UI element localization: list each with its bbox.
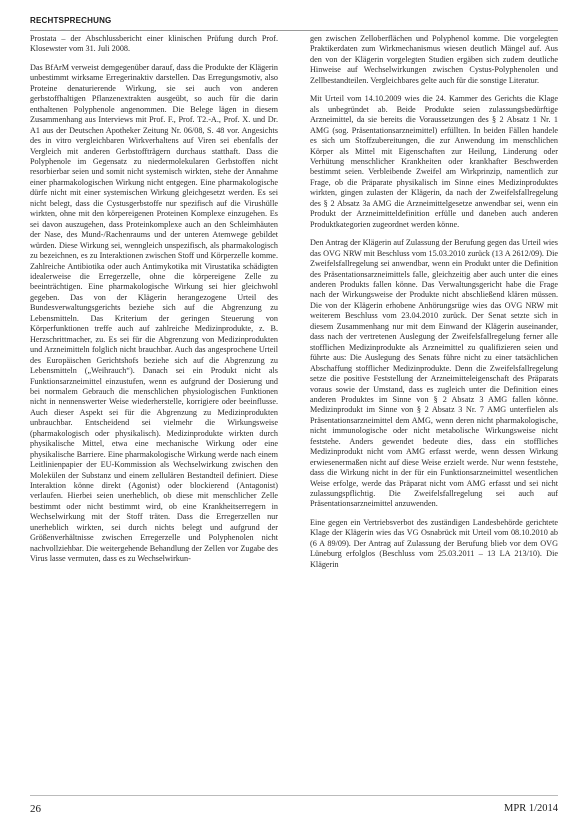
page-number: 26 (30, 803, 41, 815)
paragraph: Das BfArM verweist demgegenüber darauf, dass die Produkte der Klägerin unbestimmt wirksame Erregerinaktiv darstellen. Das Erregungsmotiv, also Proteine denaturierende Wirkung, sie sei auch von anderen gerbstoffhaltigen Pflanzenextrakten ausgeübt, so auch für die darin enthaltenen Polyphenole angenommen. Die Belege lägen in diesem Zusammenhang aus Interviews mit Prof. F., Prof. T2.-A., Prof. X. und Dr. A1 aus der Deutschen Apotheker Zeitung Nr. 06/08, S. 48 vor. Angesichts des in vitro vergleichbaren Wirkverhaltens auf Viren sei ebenfalls der Vergleich mit anderen Gerbstoffträgern durchaus statthaft. Dass die Polyphenole im Gegensatz zu niedermolekularen Gerbstoffen nicht resorbierbar seien und somit nicht systemisch wirkten, stehe der Annahme einer pharmakologischen Wirkung nicht entgegen. Eine pharmakologische dürfe nicht mit einer systemischen Wirkung gleichgesetzt werden. Es sei nicht belegt, dass die Cystusgerbstoffe nur spezifisch auf die Virushülle wirkten, ohne mit den körpereigenen Proteinen Komplexe einzugehen. Es sei davon auszugehen, dass Proteinkomplexe auch an den Schleimhäuten der Nase, des Mund-/Rachenraums und der unteren Atemwege gebildet würden. Diese Wirkung sei, wenngleich unspezifisch, als pharmakologisch zu bezeichnen, es zu Interaktionen zwischen Stoff und Körperzelle komme. Zahlreiche Antibiotika oder auch Antimykotika mit Virustatika schädigten idealerweise die Erregerzelle, ohne die körpereigene Zelle zu beeinträchtigen. Eine pharmakologische Wirkung sei hier gleichwohl gegeben. Das von der Klägerin herangezogene Urteil des Bundesverwaltungsgerichts beziehe sich auf die Abgrenzung zu Lebensmitteln. Das Kriterium der geringen Steuerung von Körperfunktionen treffe auch auf zahlreiche Medizinprodukte, z. B. Herzschrittmacher, zu. Es sei für die Abgrenzung von Medizinprodukten und Arzneimitteln folglich nicht brauchbar. Auch das angesprochene Urteil des Europäischen Gerichtshofs beziehe sich auf die Abgrenzung zu Lebensmitteln („Weihrauch“). Danach sei ein Produkt nicht als Funktionsarzneimittel einzustufen, wenn es aufgrund der Dosierung und bei normalem Gebrauch die menschlichen physiologischen Funktionen nicht in nennenswerter Weise wiederherstelle, korrigiere oder beeinflusse. Auch dieser Aspekt sei für die Abgrenzung zu Medizinprodukten unbrauchbar. Entscheidend sei vielmehr die Wirkungsweise (pharmakologisch oder physikalisch). Medizinprodukte wirkten durch physikalische Mittel, etwa eine mechanische Wirkung oder eine physikalische Barriere. Eine pharmakologische Wirkung werde nach einem Leitlinienpapier der EU-Kommission als Wechselwirkung zwischen den Molekülen der Substanz und einem zellulären Bestandteil definiert. Diese Interaktion könne direkt (Agonist) oder blockierend (Antagonist) verlaufen. Hierbei seien unerheblich, ob diese mit menschlicher Zelle bestimmt oder nicht bestimmt wird, ob eine Krankheitserregern in Wechselwirkung mit der Stoff träten. Dass die Erregerzellen nur unerheblich wirkten, sei durch nichts belegt und aufgrund der Größenverhältnisse zwischen Erregerzelle und Polyphenolen nicht nachvollziehbar. Die weitergehende Behandlung der Zellen vor Zugabe des Virus lasse vermuten, dass es zu Wechselwirkun- (30, 62, 278, 564)
paragraph: gen zwischen Zelloberflächen und Polyphenol komme. Die vorgelegten Praktikerdaten zum Wirkmechanismus wiesen deutlich Mängel auf. Aus den von der Klägerin vorgelegten Studien ergäben sich zudem deutliche Hinweise auf Wechselwirkungen zwischen Cystus-Polyphenolen und Zellbestandteilen. Vergleichbares gelte auch für die sonstige Literatur. (310, 34, 558, 85)
header-divider (30, 30, 558, 31)
journal-reference: MPR 1/2014 (504, 803, 558, 814)
right-column (310, 34, 558, 786)
footer-divider (30, 795, 558, 796)
paragraph: Prostata – der Abschlussbericht einer klinischen Prüfung durch Prof. Klosewster vom 31. Juli 2008. (30, 34, 278, 54)
paragraph: Eine gegen ein Vertriebsverbot des zuständigen Landesbehörde gerichtete Klage der Klägerin wies das VG Osnabrück mit Urteil vom 08.10.2010 ab (6 A 89/09). Der Antrag auf Zulassung der Berufung blieb vor dem OVG Lüneburg erfolglos (Beschluss vom 25.03.2011 – 13 LA 213/10). Die Klägerin (310, 517, 558, 569)
paragraph: Mit Urteil vom 14.10.2009 wies die 24. Kammer des Gerichts die Klage als unbegründet ab. Beide Produkte seien zulassungsbedürftige Arzneimittel, da sie bereits die Voraussetzungen des § 2 Absatz 1 Nr. 1 AMG (sog. Präsentationsarzneimittel) erfüllten. In beiden Fällen handele es sich um Stoffzubereitungen, die zur Anwendung im menschlichen Körper als Mittel mit Eigenschaften zur Heilung, Linderung oder Verhütung menschlicher Krankheiten oder krankhafter Beschwerden bestimmt seien. Verbleibende Zweifel am Wirkprinzip, namentlich zur Frage, ob die Präparate physikalisch im Sinne eines Medizinproduktes wirkten, gingen zulasten der Klägerin, da nach der Zweifelsfallregelung des § 2 Absatz 3a AMG die Arzneimittelgesetze anwendbar sei, wenn ein Produkt der Arzneimitteldefinition erfülle und daneben auch anderen Produktkategorien zugeordnet werden könne. (310, 94, 558, 229)
paragraph: Den Antrag der Klägerin auf Zulassung der Berufung gegen das Urteil wies das OVG NRW mit Beschluss vom 15.03.2010 zurück (13 A 2612/09). Die Zweifelsfallregelung sei anwendbar, wenn ein Produkt unter die Definition des Präsentationsarzneimittels falle, gleichzeitig aber auch unter die eines anderen Produkts fallen könne. Das Verwaltungsgericht habe die Frage nach der Wirkungsweise der Produkte nicht abschließend klären müssen. Die von der Klägerin erhobene Anhörungsrüge wies das OVG NRW mit weiterem Beschluss vom 23.04.2010 zurück. Der Senat setzte sich in diesem Zusammenhang nur mit dem Einwand der Klägerin auseinander, dass nach der vertretenen Auslegung der Zweifelsfallregelung ferner alle stofflichen Medizinprodukte als Arzneimittel zu qualifizieren seien und führte aus: Die Auslegung des Senats führe nicht zu einer tatsächlichen Abschaffung stofflicher Medizinprodukte. Denn die Zweifelsfallregelung setze die positive Feststellung der Arzneimitteleigenschaft des Präparats voraus sowie der Umstand, dass es zugleich unter die Definition eines anderen Produktes im Sinne von § 2 Absatz 3 AMG fallen könne. Medizinprodukt im Sinne von § 2 Absatz 3 Nr. 7 AMG unterfielen als Präsentationsarzneimittel dem AMG, wenn deren nicht pharmakologische, nicht immunologische oder nicht metabolische Wirkungsweise nicht feststehe. Anders gewendet bedeute dies, dass ein stoffliches Medizinprodukt nicht vom AMG erfasst werde, wenn dessen Wirkung erwiesenermaßen nicht auf diese Weise erzielt werde. Nur wenn feststehe, dass die Wirkung nicht in der für ein Funktionsarzneimittel wesentlichen Weise erfolge, werde das Präparat nicht vom AMG erfasst und sei nicht zulassungspflichtig. Die Zweifelsfallregelung sei auch auf Präsentationsarzneimittel anzuwenden. (310, 238, 558, 509)
section-header: RECHTSPRECHUNG (30, 16, 112, 25)
left-column (30, 34, 278, 786)
